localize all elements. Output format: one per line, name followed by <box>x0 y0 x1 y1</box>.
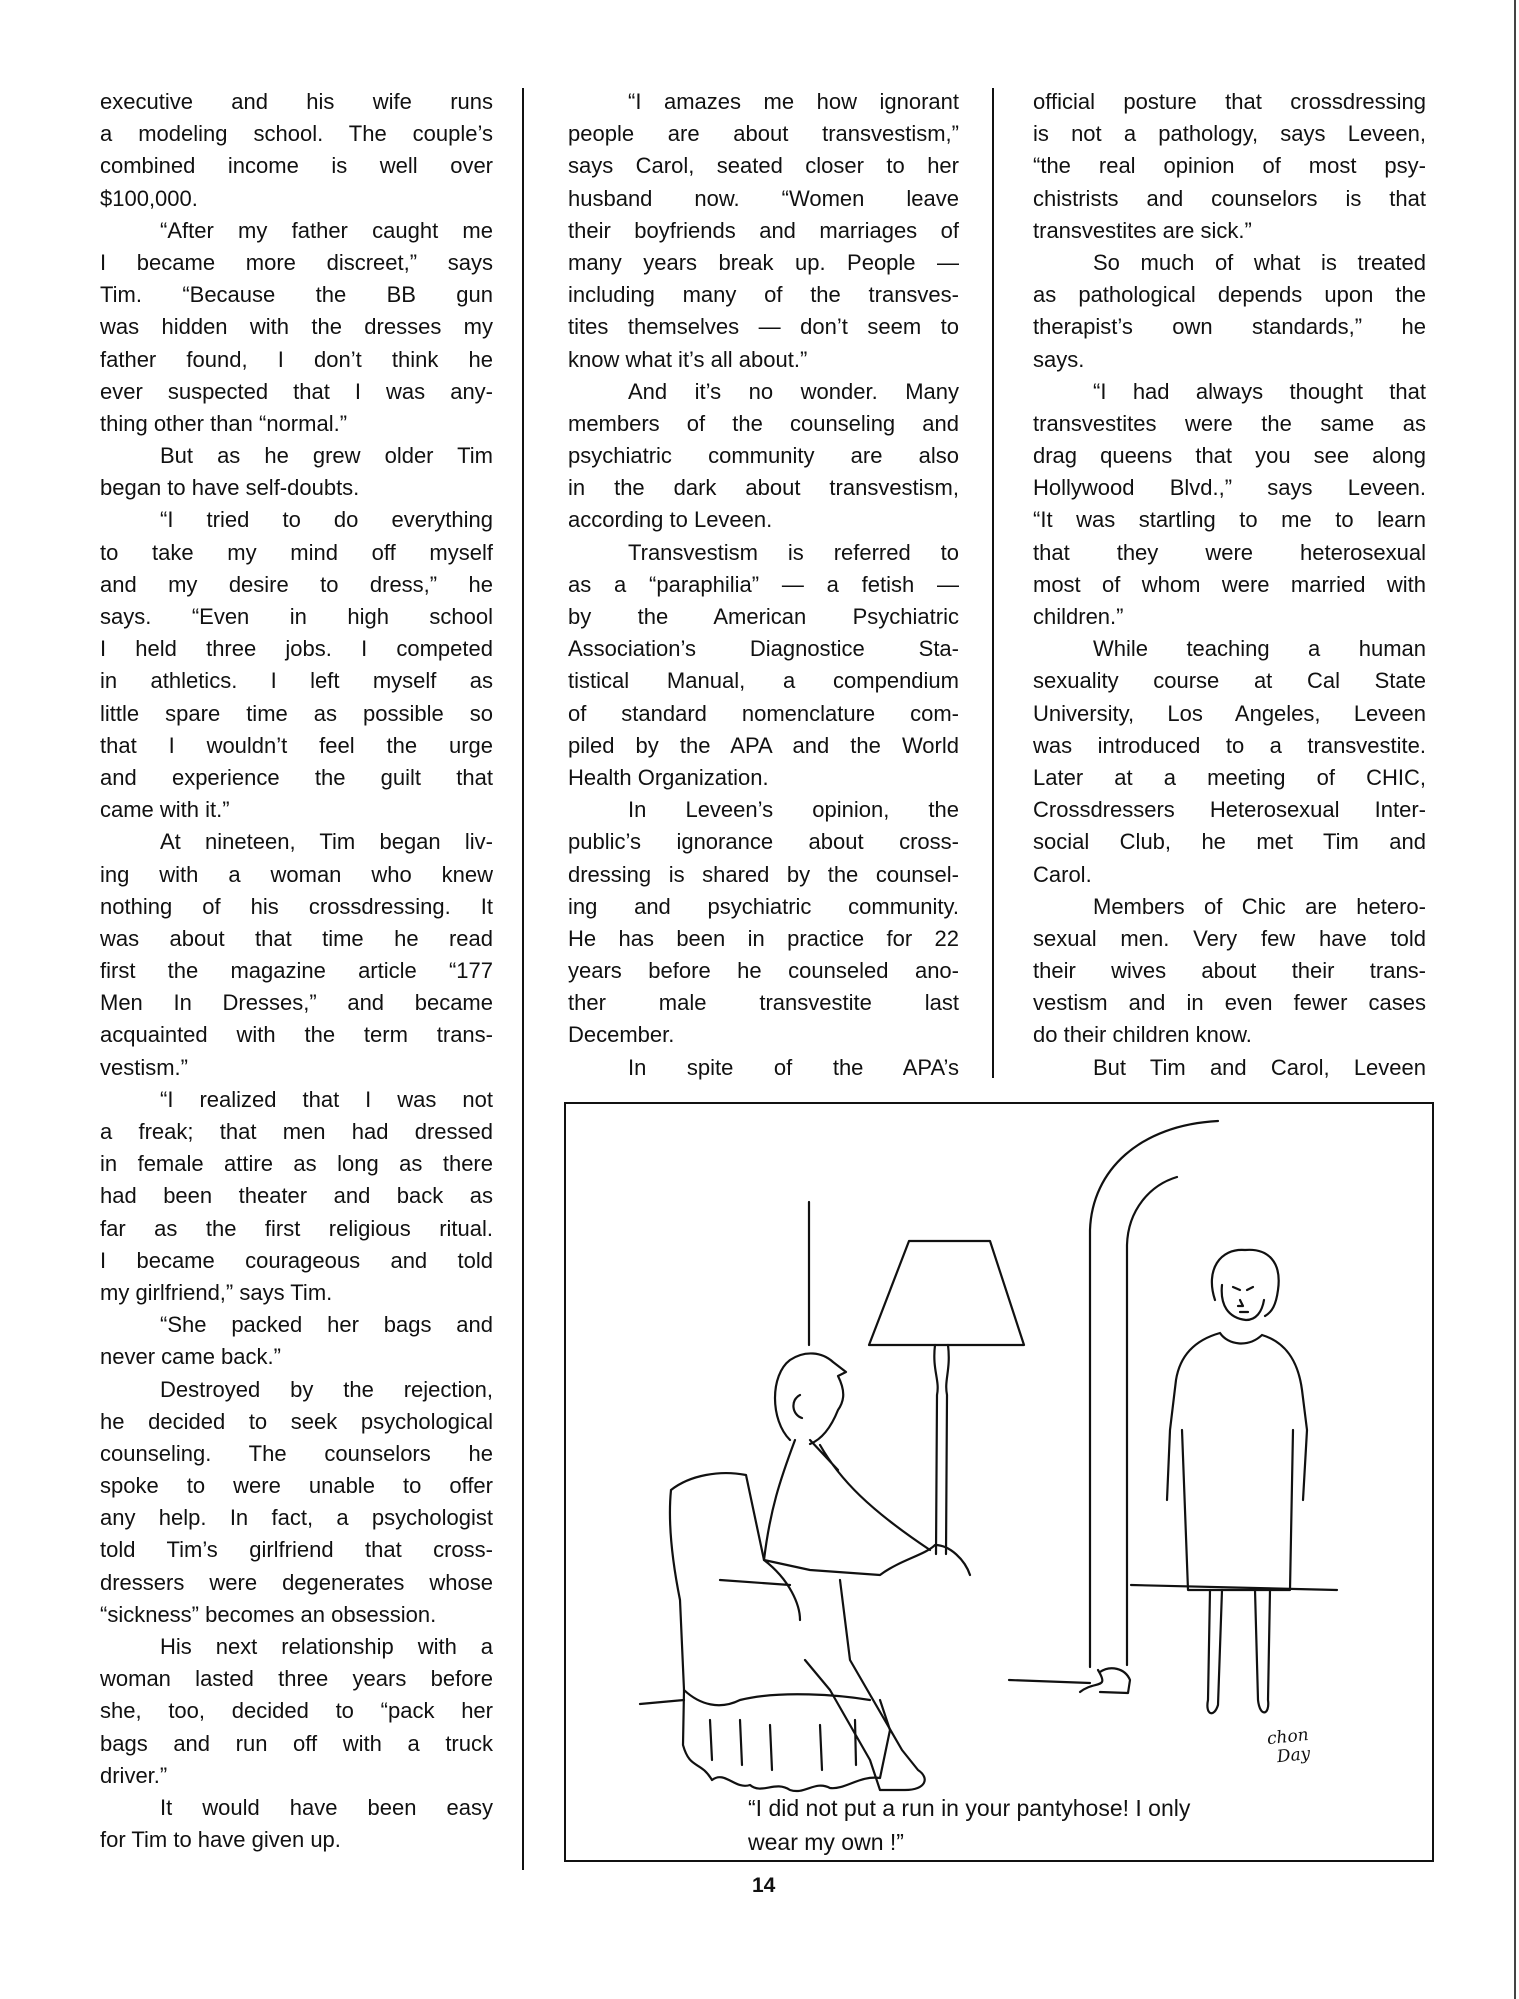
text-line: “the real opinion of most psy- <box>1033 153 1426 179</box>
text-line: It would have been easy <box>160 1794 493 1820</box>
text-line: that they were heterosexual <box>1033 539 1426 565</box>
text-line: Destroyed by the rejection, <box>160 1376 493 1402</box>
text-line: my girlfriend,” says Tim. <box>100 1279 333 1305</box>
text-line: of standard nomenclature com- <box>568 700 959 726</box>
text-line: “After my father caught me <box>160 217 493 243</box>
text-line: driver.” <box>100 1762 168 1788</box>
text-line: transvestites were the same as <box>1033 410 1426 436</box>
scan-edge <box>1514 0 1516 1999</box>
text-line: she, too, decided to “pack her <box>100 1698 493 1724</box>
text-line: a freak; that men had dressed <box>100 1119 493 1144</box>
text-line: At nineteen, Tim began liv- <box>160 829 493 855</box>
text-line: their wives about their trans- <box>1033 958 1426 984</box>
text-line: Men In Dresses,” and became <box>100 990 493 1016</box>
text-line: far as the first religious ritual. <box>100 1215 493 1241</box>
text-line: for Tim to have given up. <box>100 1827 341 1853</box>
text-line: University, Los Angeles, Leveen <box>1033 700 1426 726</box>
text-line: Later at a meeting of CHIC, <box>1033 764 1426 790</box>
text-line: according to Leveen. <box>568 507 773 533</box>
text-line: official posture that crossdressing <box>1033 89 1426 114</box>
text-line: dressers were degenerates whose <box>100 1569 493 1595</box>
text-line: came with it.” <box>100 797 230 823</box>
article-column-1 <box>100 86 493 1856</box>
text-line: ing with a woman who knew <box>100 861 493 887</box>
text-line: any help. In fact, a psychologist <box>100 1505 493 1531</box>
text-line: dressing is shared by the counsel- <box>568 861 959 887</box>
text-line: tites themselves — don’t seem to <box>568 314 959 340</box>
text-line: and experience the guilt that <box>100 764 493 790</box>
text-line: And it’s no wonder. Many <box>628 378 959 404</box>
text-line: “sickness” becomes an obsession. <box>100 1601 437 1627</box>
text-line: their boyfriends and marriages of <box>568 217 959 243</box>
text-line: “It was startling to me to learn <box>1033 507 1426 533</box>
text-line: Crossdressers Heterosexual Inter- <box>1033 797 1426 823</box>
text-line: to take my mind off myself <box>100 539 493 565</box>
text-line: thing other than “normal.” <box>100 410 348 436</box>
text-line: “I tried to do everything <box>160 507 493 533</box>
text-line: and my desire to dress,” he <box>100 571 493 597</box>
text-line: in athletics. I left myself as <box>100 668 493 694</box>
text-line: sexuality course at Cal State <box>1033 668 1426 694</box>
article-column-3 <box>1033 86 1426 1084</box>
text-line: was about that time he read <box>100 925 493 951</box>
text-line: says. <box>1033 346 1085 372</box>
text-line: Members of Chic are hetero- <box>1093 893 1426 919</box>
signature-line: Day <box>1275 1743 1312 1768</box>
text-line: many years break up. People — <box>568 249 959 275</box>
text-line: I became more discreet,” says <box>100 249 493 275</box>
text-line: “I amazes me how ignorant <box>628 89 959 114</box>
text-line: Transvestism is referred to <box>628 539 959 565</box>
text-line: first the magazine article “177 <box>100 958 493 984</box>
text-line: ever suspected that I was any- <box>100 378 493 404</box>
column-divider <box>522 88 524 1870</box>
text-line: counseling. The counselors he <box>100 1440 493 1466</box>
text-line: by the American Psychiatric <box>568 604 959 629</box>
text-line: psychiatric community are also <box>568 443 959 469</box>
text-line: a modeling school. The couple’s <box>100 121 493 147</box>
article-column-2 <box>568 86 959 1084</box>
text-line: vestism and in even fewer cases <box>1033 990 1426 1016</box>
text-line: ther male transvestite last <box>568 990 959 1016</box>
text-line: His next relationship with a <box>160 1634 493 1659</box>
text-line: Hollywood Blvd.,” says Leveen. <box>1033 475 1426 501</box>
text-line: people are about transvestism,” <box>568 121 959 147</box>
text-line: chistrists and counselors is that <box>1033 185 1426 211</box>
column-divider <box>992 88 994 1078</box>
text-line: in the dark about transvestism, <box>568 475 959 501</box>
text-line: told Tim’s girlfriend that cross- <box>100 1537 493 1563</box>
text-line: acquainted with the term trans- <box>100 1022 493 1048</box>
text-line: he decided to seek psychological <box>100 1408 493 1434</box>
text-line: father found, I don’t think he <box>100 346 493 372</box>
text-line: “She packed her bags and <box>160 1312 493 1338</box>
signature-line: chon <box>1266 1724 1310 1750</box>
text-line: Association’s Diagnostice Sta- <box>568 636 959 662</box>
text-line: But Tim and Carol, Leveen <box>1093 1054 1426 1080</box>
text-line: combined income is well over <box>100 153 493 179</box>
text-line: social Club, he met Tim and <box>1033 829 1426 855</box>
cartoon-caption-line: “I did not put a run in your pantyhose! I only <box>748 1795 1191 1821</box>
text-line: says Carol, seated closer to her <box>568 153 959 179</box>
text-line: in female attire as long as there <box>100 1151 493 1177</box>
text-line: years before he counseled ano- <box>568 958 959 984</box>
text-line: members of the counseling and <box>568 410 959 436</box>
text-line: “I realized that I was not <box>160 1086 493 1112</box>
text-line: as a “paraphilia” — a fetish — <box>568 571 959 597</box>
text-line: bags and run off with a truck <box>100 1730 493 1756</box>
text-line: In spite of the APA’s <box>628 1054 959 1080</box>
text-line: do their children know. <box>1033 1022 1252 1048</box>
text-line: woman lasted three years before <box>100 1666 493 1692</box>
text-line: is not a pathology, says Leveen, <box>1033 121 1426 147</box>
text-line: was introduced to a transvestite. <box>1033 732 1426 758</box>
text-line: therapist’s own standards,” he <box>1033 314 1426 340</box>
text-line: December. <box>568 1022 675 1048</box>
text-line: vestism.” <box>100 1054 188 1080</box>
text-line: husband now. “Women leave <box>568 185 959 211</box>
text-line: He has been in practice for 22 <box>568 925 959 951</box>
text-line: transvestites are sick.” <box>1033 217 1252 243</box>
text-line: public’s ignorance about cross- <box>568 829 959 855</box>
text-line: Health Organization. <box>568 764 769 790</box>
text-line: never came back.” <box>100 1344 281 1370</box>
text-line: So much of what is treated <box>1093 249 1426 275</box>
cartoonist-signature <box>1266 1726 1311 1768</box>
text-line: sexual men. Very few have told <box>1033 925 1426 951</box>
text-line: drag queens that you see along <box>1033 443 1426 469</box>
text-line: says. “Even in high school <box>100 604 493 629</box>
page-number: 14 <box>752 1874 776 1897</box>
text-line: I became courageous and told <box>100 1247 493 1273</box>
text-line: piled by the APA and the World <box>568 732 959 758</box>
text-line: know what it’s all about.” <box>568 346 808 372</box>
text-line: Carol. <box>1033 861 1092 887</box>
cartoon-caption-line: wear my own !” <box>748 1829 904 1855</box>
text-line: children.” <box>1033 604 1124 629</box>
text-line: most of whom were married with <box>1033 571 1426 597</box>
text-line: began to have self-doubts. <box>100 475 360 501</box>
text-line: little spare time as possible so <box>100 700 493 726</box>
text-line: including many of the transves- <box>568 282 959 308</box>
text-line: I held three jobs. I competed <box>100 636 493 662</box>
text-line: $100,000. <box>100 185 198 211</box>
text-line: had been theater and back as <box>100 1183 493 1209</box>
text-line: tistical Manual, a compendium <box>568 668 959 694</box>
text-line: executive and his wife runs <box>100 89 493 114</box>
text-line: as pathological depends upon the <box>1033 282 1426 308</box>
text-line: that I wouldn’t feel the urge <box>100 732 493 758</box>
text-line: In Leveen’s opinion, the <box>628 797 959 823</box>
text-line: was hidden with the dresses my <box>100 314 493 340</box>
text-line: But as he grew older Tim <box>160 443 493 469</box>
text-line: “I had always thought that <box>1093 378 1426 404</box>
text-line: spoke to were unable to offer <box>100 1473 493 1499</box>
text-line: While teaching a human <box>1093 636 1426 662</box>
text-line: nothing of his crossdressing. It <box>100 893 493 919</box>
text-line: Tim. “Because the BB gun <box>100 282 493 308</box>
text-line: ing and psychiatric community. <box>568 893 959 919</box>
